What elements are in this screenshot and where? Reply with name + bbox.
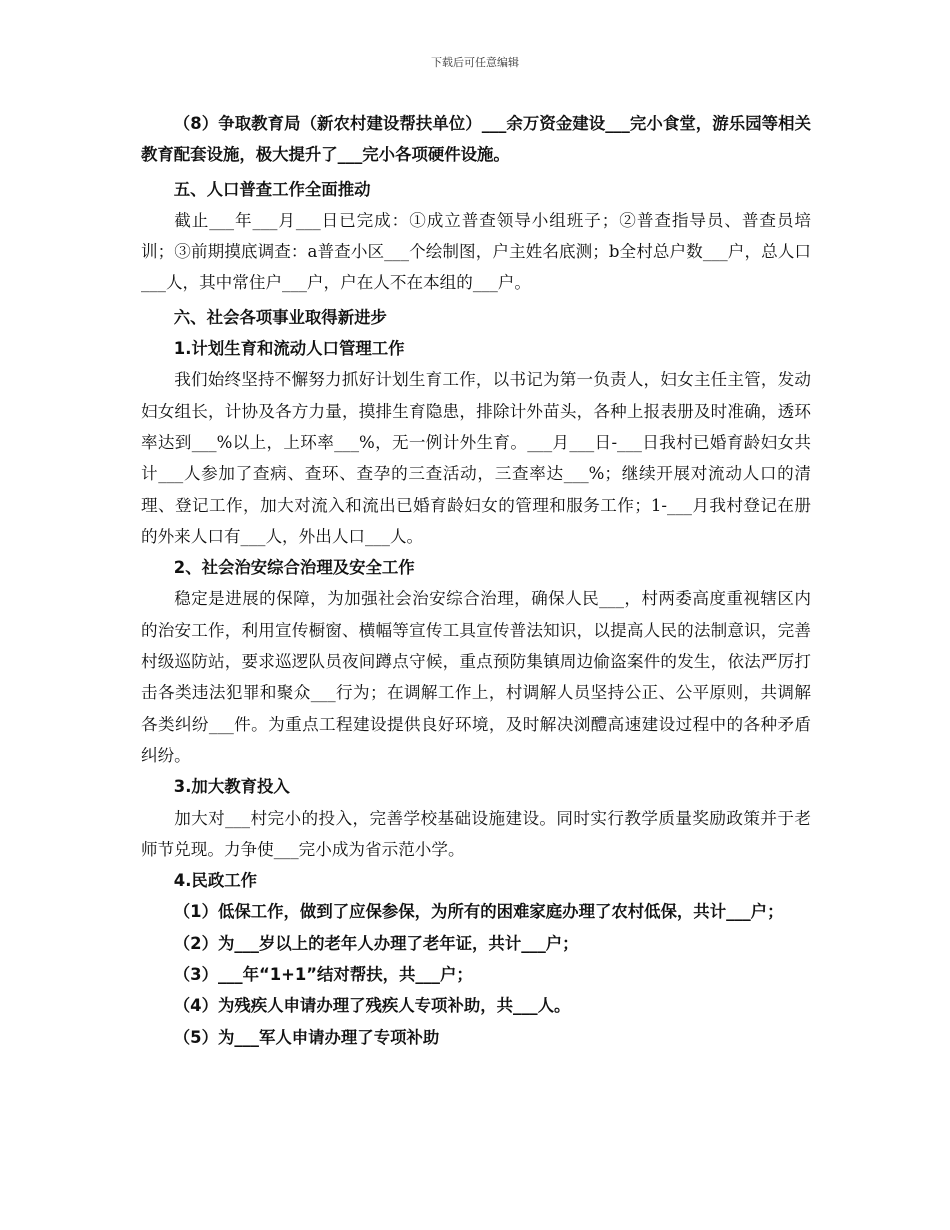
paragraph-education: 加大对___村完小的投入，完善学校基础设施建设。同时实行教学质量奖励政策并于老师节兑现。力争使___完小成为省示范小学。 bbox=[141, 808, 811, 859]
heading-family-planning: 1.计划生育和流动人口管理工作 bbox=[173, 339, 405, 359]
page-header: 下载后可任意编辑 bbox=[431, 56, 519, 69]
paragraph-funding: （8）争取教育局（新农村建设帮扶单位）___余万资金建设___完小食堂，游乐园等相关教育配套设施，极大提升了___完小各项硬件设施。 bbox=[141, 114, 811, 165]
heading-education: 3.加大教育投入 bbox=[173, 777, 290, 797]
list-item-military: （5）为___军人申请办理了专项补助 bbox=[173, 1027, 440, 1047]
paragraph-census: 截止___年___月___日已完成：①成立普查领导小组班子；②普查指导员、普查员培训；③前期摸底调查：a普查小区___个绘制图，户主姓名底测；b全村总户数___户，总人口___人，其中常住户___户，户在人不在本组的___户。 bbox=[141, 210, 811, 293]
heading-public-security: 2、社会治安综合治理及安全工作 bbox=[173, 558, 415, 578]
heading-census: 五、人口普查工作全面推动 bbox=[173, 179, 371, 199]
list-item-disabled: （4）为残疾人申请办理了残疾人专项补助，共___人。 bbox=[173, 996, 571, 1016]
heading-social-progress: 六、社会各项事业取得新进步 bbox=[173, 307, 387, 327]
paragraph-family-planning: 我们始终坚持不懈努力抓好计划生育工作，以书记为第一负责人，妇女主任主管，发动妇女组长，计协及各方力量，摸排生育隐患，排除计外苗头，各种上报表册及时准确，透环率达到___%以上，上环率___%，无一例计外生育。___月___日-___日我村已婚育龄妇女共计___人参加了查病、查环、查孕的三查活动，三查率达___%；继续开展对流动人口的清理、登记工作，加大对流入和流出已婚育龄妇女的管理和服务工作；1-___月我村登记在册的外来人口有___人，外出人口___人。 bbox=[141, 370, 811, 546]
list-item-elderly: （2）为___岁以上的老年人办理了老年证，共计___户； bbox=[173, 933, 579, 953]
paragraph-public-security: 稳定是进展的保障，为加强社会治安综合治理，确保人民___，村两委高度重视辖区内的治安工作，利用宣传橱窗、横幅等宣传工具宣传普法知识，以提高人民的法制意识，完善村级巡防站，要求巡逻队员夜间蹲点守候，重点预防集镇周边偷盗案件的发生，依法严厉打击各类违法犯罪和聚众___行为；在调解工作上，村调解人员坚持公正、公平原则，共调解各类纠纷___件。为重点工程建设提供良好环境，及时解决浏醴高速建设过程中的各种矛盾纠纷。 bbox=[141, 589, 811, 765]
heading-civil-affairs: 4.民政工作 bbox=[173, 871, 257, 891]
list-item-low-income: （1）低保工作，做到了应保参保，为所有的困难家庭办理了农村低保，共计___户； bbox=[173, 902, 784, 922]
document-body bbox=[141, 108, 811, 1053]
list-item-pairing: （3）___年“1+1”结对帮扶，共___户； bbox=[173, 965, 473, 985]
